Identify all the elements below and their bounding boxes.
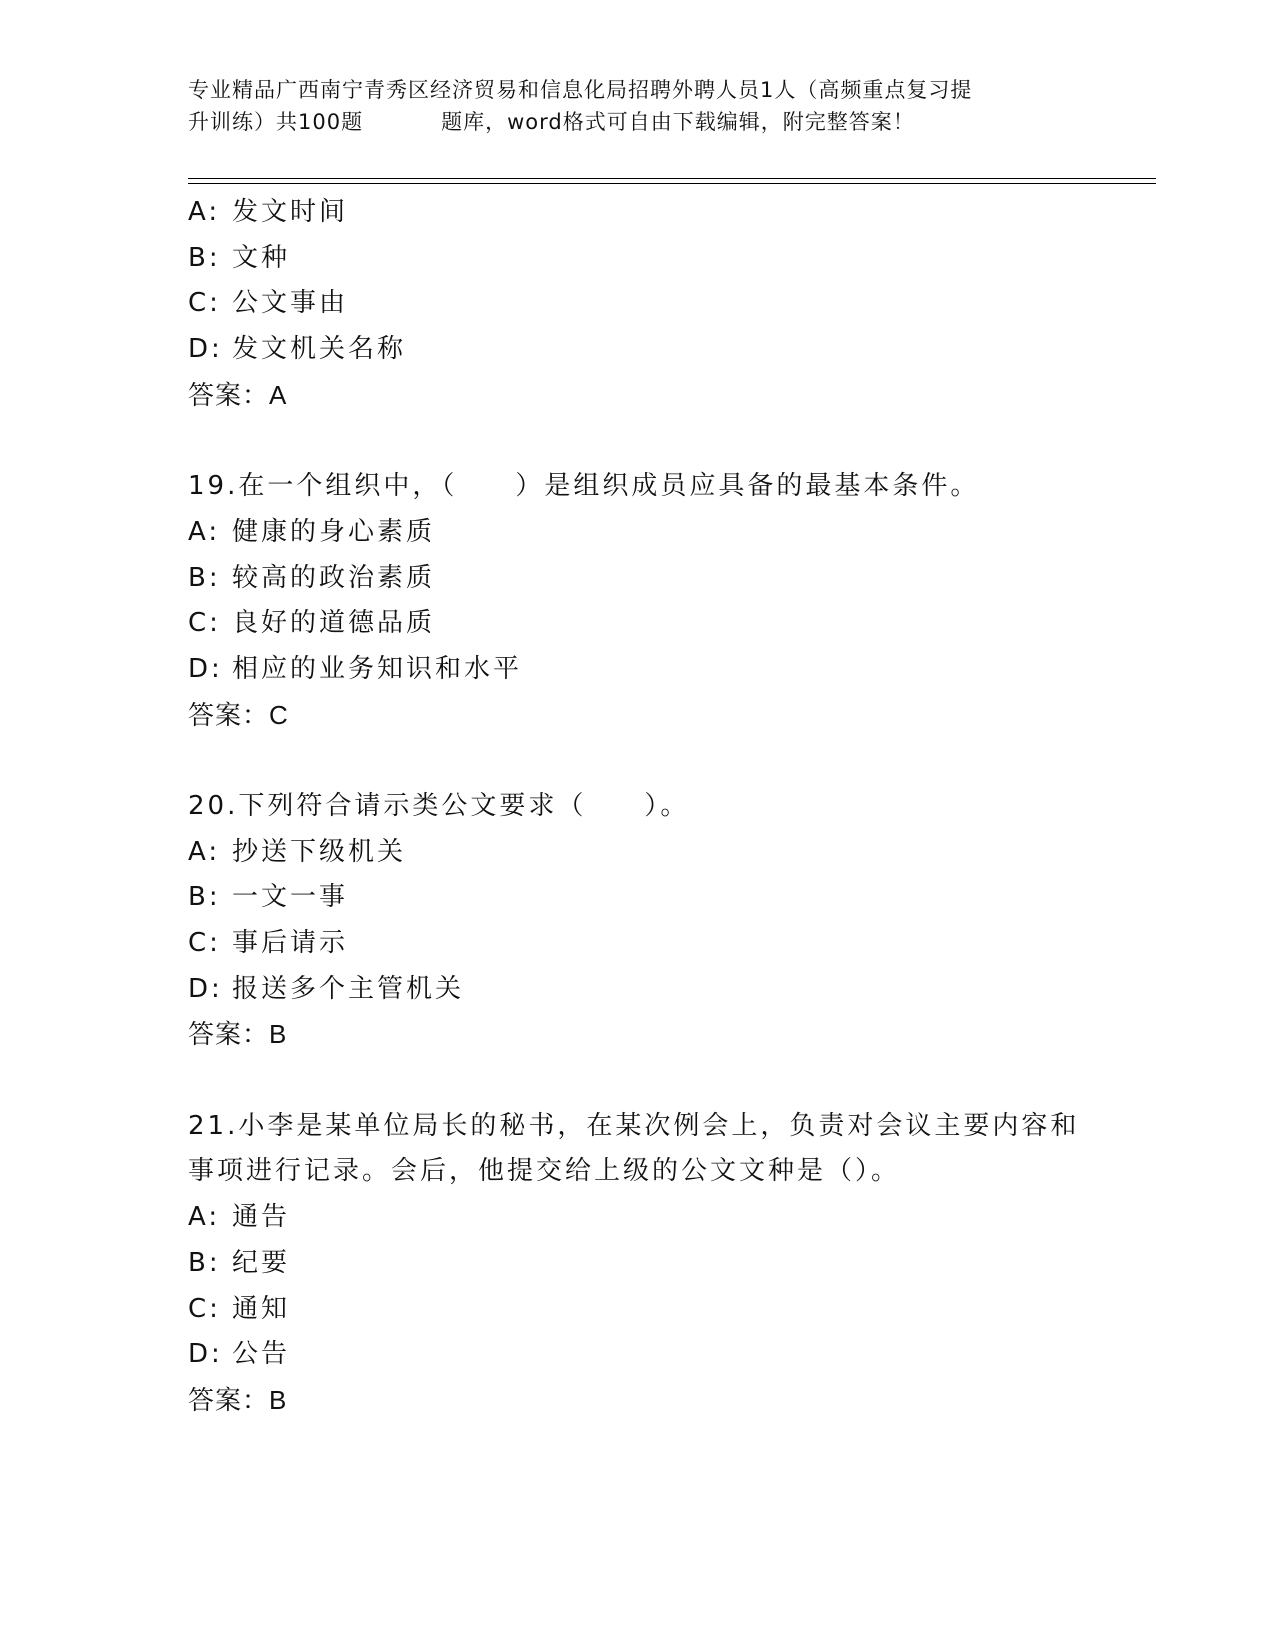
option-key: B: — [188, 1247, 221, 1278]
option-text: 通知 — [232, 1293, 291, 1324]
question-stem-line-2: 事项进行记录。会后，他提交给上级的公文文种是（）。 — [188, 1156, 901, 1187]
option-b — [188, 875, 1148, 921]
option-d — [188, 327, 1148, 373]
option-key: D: — [188, 653, 223, 684]
option-text: 公文事由 — [232, 288, 349, 319]
option-text: 纪要 — [232, 1247, 291, 1278]
option-text: 发文时间 — [232, 197, 349, 227]
header-title-line-1: 专业精品广西南宁青秀区经济贸易和信息化局招聘外聘人员1人（高频重点复习提 — [188, 78, 973, 102]
option-text: 事后请示 — [232, 928, 349, 958]
header-title-part-2: 题库，word格式可自由下载编辑，附完整答案！ — [441, 110, 915, 134]
option-text: 公告 — [232, 1339, 291, 1370]
question-stem-line-1: 21.小李是某单位局长的秘书，在某次例会上，负责对会议主要内容和 — [188, 1110, 1080, 1141]
option-key: C: — [188, 608, 221, 639]
option-text: 通告 — [232, 1202, 291, 1233]
option-d — [188, 967, 1148, 1013]
option-key: A: — [188, 197, 221, 227]
option-key: A: — [188, 516, 221, 547]
option-text: 发文机关名称 — [232, 334, 407, 365]
header-title-part-1: 升训练）共100题 — [188, 110, 364, 134]
option-key: C: — [188, 1293, 221, 1324]
question-stem: 20.下列符合请示类公文要求（ ）。 — [188, 790, 690, 821]
question-content — [188, 190, 1148, 1424]
option-a — [188, 1195, 1148, 1241]
option-c — [188, 921, 1148, 967]
answer: 答案：B — [188, 1019, 288, 1050]
option-a — [188, 830, 1148, 876]
question-19 — [188, 464, 1148, 738]
option-text: 一文一事 — [232, 882, 349, 913]
option-text: 相应的业务知识和水平 — [232, 653, 523, 684]
option-key: B: — [188, 562, 221, 593]
option-b — [188, 556, 1148, 602]
question-21 — [188, 1104, 1148, 1424]
option-key: B: — [188, 882, 221, 913]
question-stem: 19.在一个组织中，（ ）是组织成员应具备的最基本条件。 — [188, 471, 980, 502]
answer: 答案：B — [188, 1384, 288, 1415]
header-title-line-2 — [188, 106, 1088, 138]
option-key: A: — [188, 836, 221, 867]
header-divider-top — [188, 178, 1156, 179]
option-key: D: — [188, 1339, 223, 1370]
option-b — [188, 1241, 1148, 1287]
document-header — [188, 74, 1088, 138]
option-text: 良好的道德品质 — [232, 608, 436, 639]
option-a — [188, 510, 1148, 556]
option-c — [188, 1287, 1148, 1333]
option-key: C: — [188, 928, 221, 958]
option-text: 文种 — [232, 242, 291, 273]
option-text: 较高的政治素质 — [232, 562, 436, 593]
answer: 答案：A — [188, 379, 288, 410]
option-d — [188, 1332, 1148, 1378]
option-key: C: — [188, 288, 221, 319]
option-text: 健康的身心素质 — [232, 516, 436, 547]
question-20 — [188, 784, 1148, 1058]
option-key: B: — [188, 242, 221, 273]
question-18-continued — [188, 190, 1148, 418]
option-c — [188, 281, 1148, 327]
option-d — [188, 647, 1148, 693]
option-c — [188, 601, 1148, 647]
option-key: D: — [188, 334, 223, 365]
option-a — [188, 190, 1148, 236]
option-text: 抄送下级机关 — [232, 836, 407, 867]
option-key: A: — [188, 1202, 221, 1233]
header-divider-bottom — [188, 183, 1156, 184]
answer: 答案：C — [188, 699, 289, 730]
option-key: D: — [188, 973, 223, 1004]
option-text: 报送多个主管机关 — [232, 973, 465, 1004]
option-b — [188, 236, 1148, 282]
